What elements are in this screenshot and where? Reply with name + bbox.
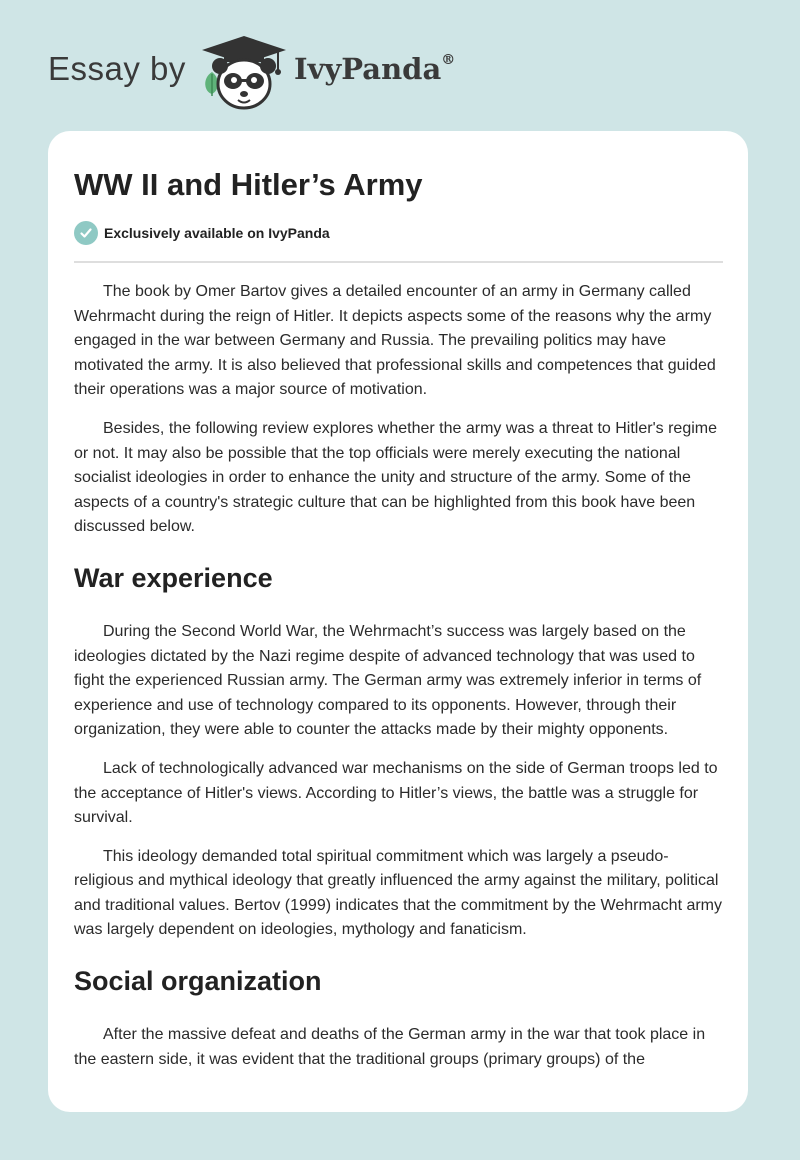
- paragraph: The book by Omer Bartov gives a detailed encounter of an army in Germany called Wehrmacht during the reign of Hitler. It depicts aspects some of the reasons why the army engaged in the war between Germany and Russia. The prevailing politics may have motivated the army. It is also believed that professional skills and competences that guided their operations was a major source of motivation.: [74, 283, 716, 399]
- brand-text: IvyPanda: [294, 52, 442, 86]
- site-header: [0, 0, 800, 130]
- registered-mark: ®: [441, 52, 456, 69]
- divider: [74, 261, 723, 263]
- essay-card: [48, 131, 748, 1112]
- page-title: WW II and Hitler’s Army: [74, 167, 423, 202]
- section-heading: Social organization: [74, 966, 322, 997]
- paragraph: Lack of technologically advanced war mechanisms on the side of German troops led to the acceptance of Hitler's views. According to Hitler’s views, the battle was a struggle for survival.: [74, 759, 718, 827]
- check-icon: [74, 221, 98, 245]
- paragraph: This ideology demanded total spiritual commitment which was largely a pseudo-religious and mythical ideology that greatly influenced the army against the military, political and traditional values. Bertov (1999) indicates that the commitment by the Wehrmacht army was largely dependent on ideologies, mythology and fanaticism.: [74, 847, 723, 939]
- paragraph: After the massive defeat and deaths of the German army in the war that took place in the eastern side, it was evident that the traditional groups (primary groups) of the: [74, 1026, 706, 1068]
- essay-body: [74, 280, 724, 1086]
- exclusive-badge-text: Exclusively available on IvyPanda: [104, 225, 330, 241]
- paragraph: Besides, the following review explores whether the army was a threat to Hitler's regime or not. It may also be possible that the top officials were merely executing the national socialist ideologies in order to enhance the unity and structure of the army. Some of the aspects of a country's strategic culture that can be highlighted from this book have been discussed below.: [74, 419, 717, 536]
- panda-graduate-icon: [198, 34, 290, 112]
- brand-name: [294, 52, 455, 86]
- exclusive-badge: [74, 221, 330, 245]
- paragraph: During the Second World War, the Wehrmacht’s success was largely based on the ideologies dictated by the Nazi regime despite of advanced technology that was used to fight the experienced Russian army. The German army was extremely inferior in terms of experience and use of technology compared to its opponents. However, through their organization, they were able to counter the attacks made by their mighty opponents.: [74, 622, 702, 739]
- section-heading: War experience: [74, 562, 273, 593]
- essay-by-label: Essay by: [48, 50, 186, 87]
